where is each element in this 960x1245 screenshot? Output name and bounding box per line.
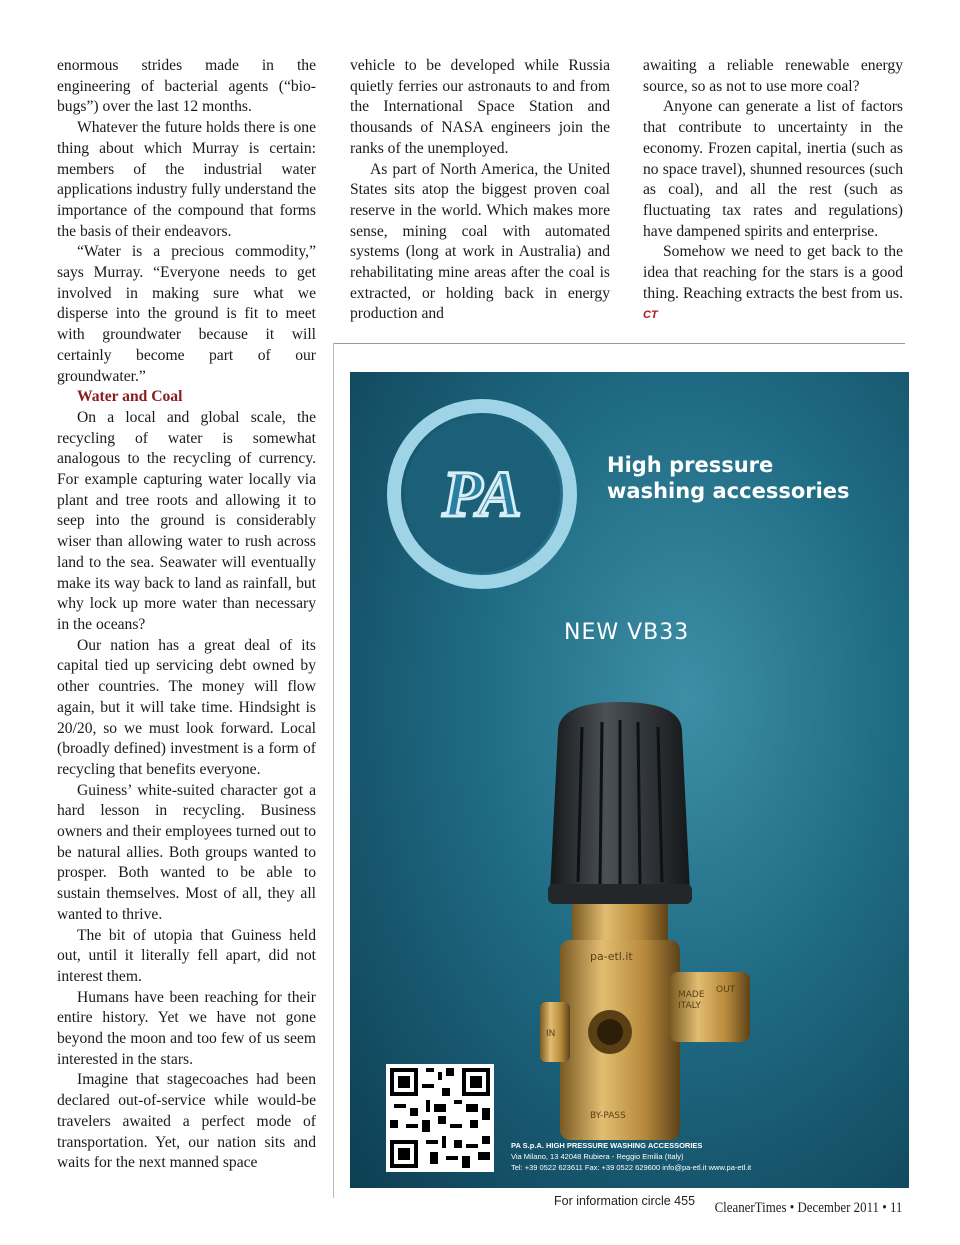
paragraph: awaiting a reliable renewable energy source, so as not to use more coal? [643,57,903,95]
paragraph: enormous strides made in the engineering of bacterial agents (“bio-bugs”) over the last 12 months. [57,57,316,116]
ad-headline-line-1: High pressure [607,453,774,477]
paragraph: Anyone can generate a list of factors that contribute to uncertainty in the economy. Frozen capital, inertia (such as no space travel), shunned resources (such as coal), and all the rest (such as fluctuating tax rates and regulations) have dampened spirits and enterprise. [643,98,903,240]
qr-code[interactable] [386,1064,494,1172]
paragraph-text: Somehow we need to get back to the idea that reaching for the stars is a good thing. Reaching extracts the best from us. [643,243,903,302]
paragraph: vehicle to be developed while Russia quietly ferries our astronauts to and from the International Space Station and thousands of NASA engineers join the ranks of the unemployed. [350,57,610,157]
section-subhead: Water and Coal [77,388,183,406]
ad-divider-rule-vertical [333,343,334,1198]
valve-bypass-mark: BY-PASS [590,1111,626,1121]
valve-product-image [520,702,760,1172]
valve-inlet-mark: IN [546,1029,556,1039]
ad-divider-rule [333,343,905,344]
paragraph: Our nation has a great deal of its capital tied up servicing debt owned by other countries. The money will flow again, but it will take time. Hindsight is 20/20, so we must look forward. Local (broadly defined) investment is a form of recycling that benefits everyone. [57,636,316,778]
paragraph: As part of North America, the United States sits atop the biggest proven coal reserve in the world. Which makes more sense, mining coal with automated systems (long at work in Australia) and rehabilitating mine areas after the coal is extracted, or holding back in energy production and [350,160,610,323]
article-column-3 [643,56,903,326]
valve-made-mark: MADE [678,990,705,1000]
valve-port-bore [597,1019,623,1045]
paragraph: On a local and global scale, the recycling of water is somewhat analogous to the recycling of currency. For example capturing water locally via plant and tree roots and allowing it to seep into the ground is considerably wiser than allowing water to rush across land to the sea. Seawater will eventually make its way back to land as rainfall, but why lock up more water than necessary in the oceans? [57,408,316,633]
ad-company-line: PA S.p.A. HIGH PRESSURE WASHING ACCESSORIES [511,1141,703,1150]
logo-text: PA [442,458,522,531]
valve-brand-mark: pa-etl.it [590,950,633,963]
ad-phone-line: Tel: +39 0522 623611 Fax: +39 0522 629600 info@pa-etl.it www.pa-etl.it [511,1163,752,1172]
reader-service-note: For information circle 455 [554,1194,696,1208]
paragraph: Imagine that stagecoaches had been declared out-of-service while would-be travelers awaited a perfect mode of transportation. Yet, our nation sits and waits for the next manned space [57,1071,316,1172]
paragraph: Whatever the future holds there is one thing about which Murray is certain: members of the industrial water applications industry fully understand the importance of the compound that forms the basis of their endeavors. [57,119,316,240]
end-of-article-mark: CT [643,309,658,322]
ad-headline-line-2: washing accessories [607,479,850,503]
advertisement[interactable] [350,372,909,1188]
ad-model-name: NEW VB33 [564,620,690,645]
pa-logo [382,394,582,594]
ad-contact-block [511,1140,901,1173]
knob-base-ring [548,884,692,904]
paragraph: Humans have been reaching for their entire history. Yet we have not gone beyond the moon and too few of us seem interested in the stars. [57,988,316,1068]
paragraph [643,242,903,326]
article-column-2 [350,56,610,325]
ad-address-line: Via Milano, 13 42048 Rubiera - Reggio Emilia (Italy) [511,1152,684,1161]
ad-headline [607,452,897,504]
paragraph: Guiness’ white-suited character got a hard lesson in recycling. Business owners and their employees turned out to be natural allies. Both groups wanted to prosper. Both wanted to be able to sustain themselves. Most of all, they all wanted to thrive. [57,781,316,923]
paragraph: “Water is a precious commodity,” says Murray. “Everyone needs to get involved in making sure what we disperse into the ground is fit to meet with groundwater because it will certainly become part of our groundwater.” [57,243,316,385]
paragraph: The bit of utopia that Guiness held out, until it literally fell apart, did not interest them. [57,926,316,985]
valve-neck [572,904,668,944]
valve-outlet-mark: OUT [716,985,736,995]
page-folio: CleanerTimes • December 2011 • 11 [714,1200,902,1216]
article-column-1 [57,56,316,1174]
valve-italy-mark: ITALY [678,1001,701,1011]
